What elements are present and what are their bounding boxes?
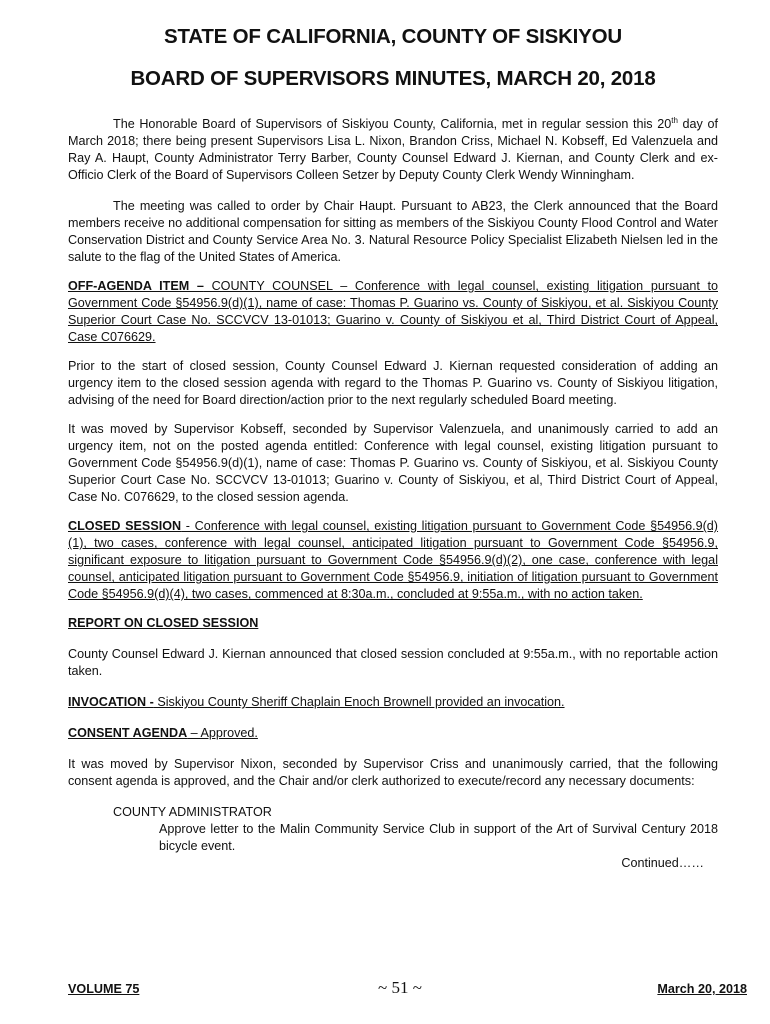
footer-date: March 20, 2018 [657, 982, 747, 996]
invocation-item [68, 694, 718, 711]
prior-to-closed-session-paragraph: Prior to the start of closed session, County Counsel Edward J. Kiernan requested consideration of adding an urgency item to the closed session agenda with regard to the Thomas P. Guarino vs. County of Siskiyou litigation, advising of the need for Board direction/action prior to the next regularly scheduled Board meeting. [68, 359, 718, 408]
consent-agenda-text: – Approved. [187, 726, 258, 741]
invocation-text: Siskiyou County Sheriff Chaplain Enoch Brownell provided an invocation. [153, 695, 565, 710]
minutes-page [68, 24, 718, 872]
call-to-order-paragraph: The meeting was called to order by Chair Haupt. Pursuant to AB23, the Clerk announced that the Board members receive no additional compensation for sitting as members of the Siskiyou County Flood Control and Water Conservation District and County Service Area No. 3. Natural Resource Policy Specialist Elizabeth Nielsen led in the salute to the flag of the United States of America. [68, 199, 718, 265]
attendance-ordinal-suffix: th [671, 116, 678, 125]
off-agenda-item [68, 278, 718, 346]
consent-agenda-item [68, 725, 718, 742]
page-footer [68, 978, 747, 1000]
attendance-paragraph [68, 112, 718, 184]
attendance-text-a: The Honorable Board of Supervisors of Siskiyou County, California, met in regular session this 20 [113, 117, 672, 132]
consent-agenda-label: CONSENT AGENDA [68, 726, 188, 741]
report-closed-session-heading: REPORT ON CLOSED SESSION [68, 616, 259, 631]
consent-item: Approve letter to the Malin Community Service Club in support of the Art of Survival Century 2018 bicycle event. [159, 822, 718, 854]
consent-motion-paragraph: It was moved by Supervisor Nixon, seconded by Supervisor Criss and unanimously carried, that the following consent agenda is approved, and the Chair and/or clerk authorized to execute/record any necessary documents: [68, 757, 718, 789]
urgency-motion-paragraph: It was moved by Supervisor Kobseff, seconded by Supervisor Valenzuela, and unanimously carried to add an urgency item, not on the posted agenda entitled: Conference with legal counsel, existing litigation pursuant to Government Code §54956.9(d)(1), name of case: Thomas P. Guarino vs. County of Siskiyou, et al. Siskiyou County Superior Court Case No. SCCVCV 13-01013; Guarino v. County of Siskiyou, et al, Third District Court of Appeal, Case No. C076629, to the closed session agenda. [68, 422, 718, 505]
closed-session-label: CLOSED SESSION [68, 519, 182, 534]
continued-marker: Continued…… [621, 856, 704, 871]
off-agenda-text: COUNTY COUNSEL – Conference with legal counsel, existing litigation pursuant to Government Code §54956.9(d)(1), name of case: Thomas P. Guarino vs. County of Siskiyou, et al. Siskiyou County Superior Court Case No. SCCVCV 13-01013; Guarino v. County of Siskiyou et al, Third District Court of Appeal, Case C076629. [68, 279, 718, 345]
document-title-county: STATE OF CALIFORNIA, COUNTY OF SISKIYOU [163, 25, 622, 48]
invocation-label: INVOCATION - [68, 695, 154, 710]
footer-volume: VOLUME 75 [68, 982, 140, 996]
footer-page-number: ~ 51 ~ [378, 978, 422, 997]
off-agenda-label: OFF-AGENDA ITEM – [68, 279, 204, 294]
report-closed-session-text: County Counsel Edward J. Kiernan announced that closed session concluded at 9:55a.m., with no reportable action taken. [68, 647, 718, 679]
attendance-text-b: day of March 2018; there being present Supervisors Lisa L. Nixon, Brandon Criss, Michael N. Kobseff, Ed Valenzuela and Ray A. Haupt, County Administrator Terry Barber, County Counsel Edward J. Kiernan, and County Clerk and ex-Officio Clerk of the Board of Supervisors Colleen Setzer by Deputy County Clerk Wendy Winningham. [68, 117, 718, 183]
department-heading: COUNTY ADMINISTRATOR [113, 805, 272, 820]
closed-session-text: - Conference with legal counsel, existing litigation pursuant to Government Code §54956.9(d)(1), two cases, conference with legal counsel, anticipated litigation pursuant to Government Code §54956.9, significant exposure to litigation pursuant to Government Code §54956.9(d)(2), one case, conference with legal counsel, anticipated litigation pursuant to Government Code §54956.9, initiation of litigation pursuant to Government Code §54956.9(d)(4), two cases, commenced at 8:30a.m., concluded at 9:55a.m., with no action taken. [68, 519, 719, 602]
document-title-minutes: BOARD OF SUPERVISORS MINUTES, MARCH 20, 2018 [130, 67, 656, 90]
closed-session-item [68, 518, 718, 603]
